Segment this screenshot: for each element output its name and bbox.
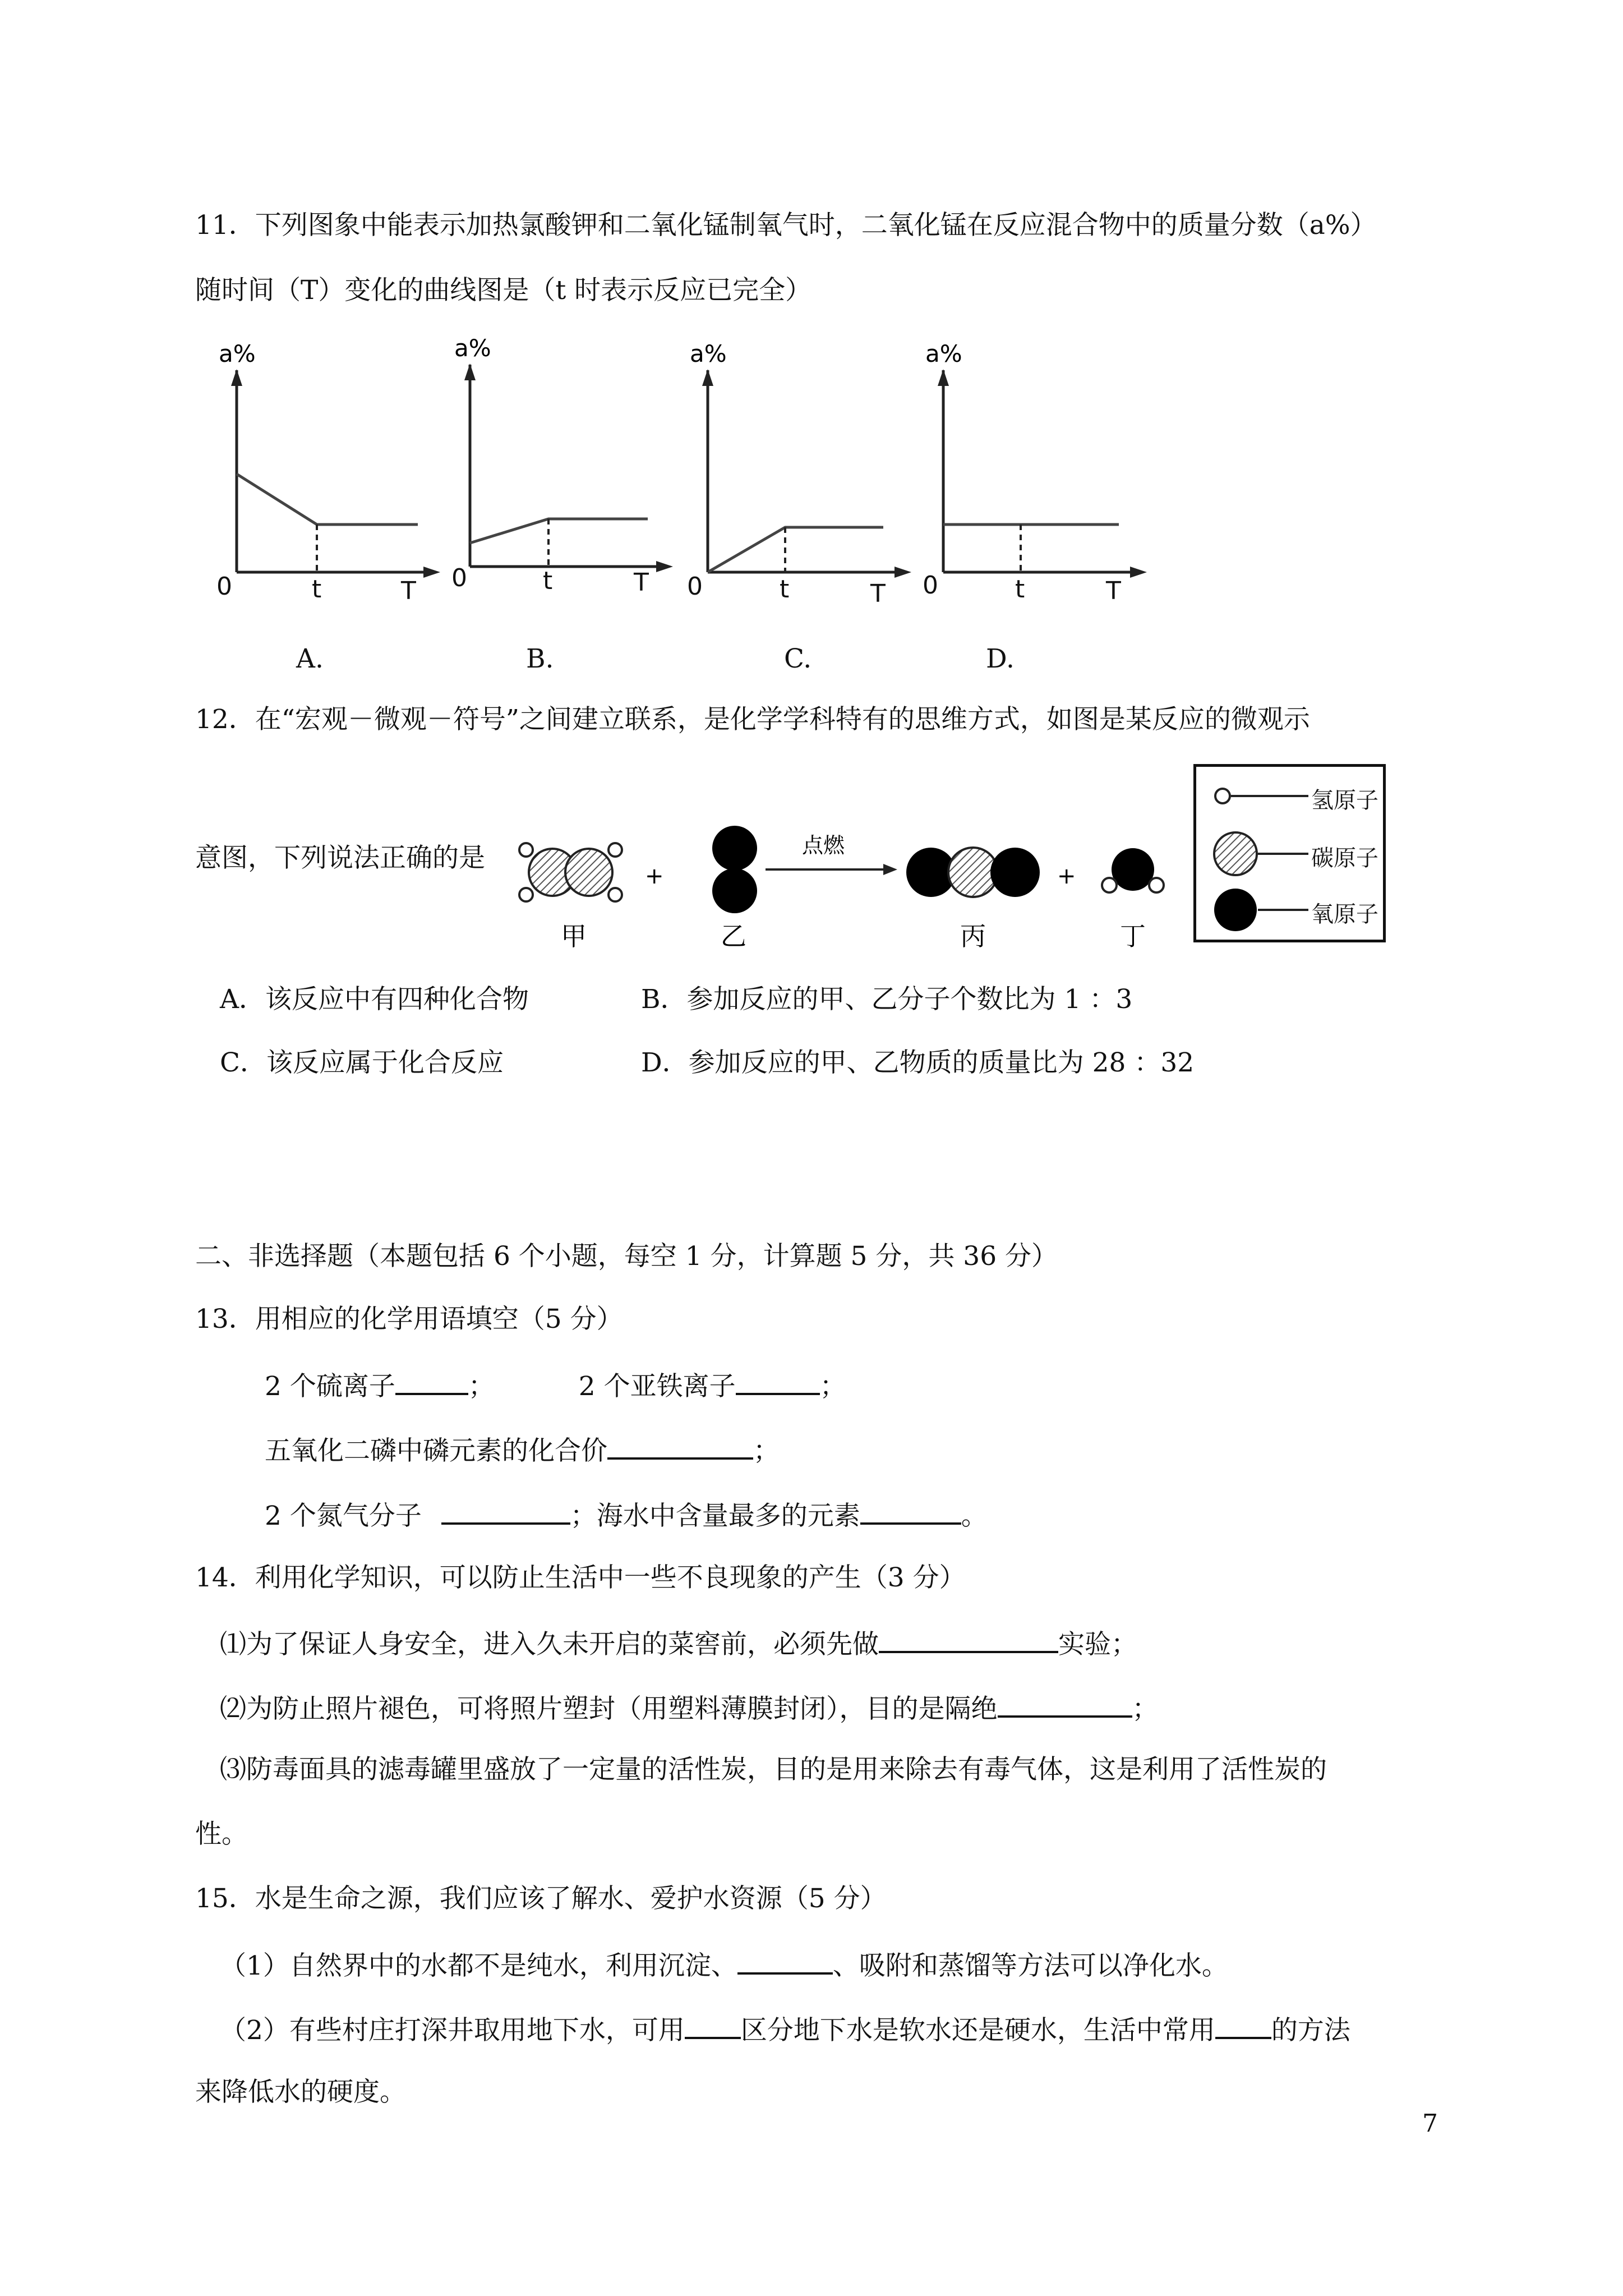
graph-a-y-label: a% [219, 340, 256, 367]
q15-part2-text: （2）有些村庄打深井取用地下水，可用 [220, 2015, 685, 2046]
option-a-label: A. [296, 643, 324, 674]
q13-blank-b[interactable] [736, 1367, 820, 1395]
plus-sign-2: + [1057, 863, 1076, 889]
label-yi: 乙 [721, 921, 746, 951]
graph-b-x-label: T [634, 568, 649, 597]
molecule-jia [519, 843, 622, 901]
graph-d-t: t [1015, 575, 1025, 604]
q13-item-c: 五氧化二磷中磷元素的化合价 [265, 1435, 607, 1466]
q13-row1 [265, 1367, 846, 1404]
reaction-diagram [505, 808, 1189, 959]
graph-d-y-label: a% [925, 340, 962, 367]
q14-part1-end: 实验； [1058, 1629, 1137, 1660]
graph-d-x-label: T [1106, 577, 1121, 605]
q13-blank-e[interactable] [860, 1497, 961, 1525]
option-c-label: C. [784, 643, 812, 674]
q14-part3-line1: ⑶防毒面具的滤毒罐里盛放了一定量的活性炭，目的是用来除去有毒气体，这是利用了活性炭的 [220, 1754, 1327, 1785]
graph-c-y-label: a% [690, 340, 727, 367]
q15-part2-line2: 来降低水的硬度。 [195, 2077, 406, 2108]
graph-a-x-label: T [401, 577, 416, 605]
q14-blank-1[interactable] [879, 1625, 1058, 1653]
q12-option-b: B．参加反应的甲、乙分子个数比为 1 ：3 [641, 984, 1133, 1015]
q13-item-b: 2 个亚铁离子 [578, 1371, 736, 1402]
q12-option-d: D．参加反应的甲、乙物质的质量比为 28 ：32 [641, 1047, 1195, 1078]
plus-sign-1: + [645, 863, 664, 889]
label-ding: 丁 [1120, 921, 1146, 951]
graph-c [684, 337, 920, 608]
q13-item-d: 2 个氮气分子 [265, 1501, 422, 1531]
q12-option-c: C．该反应属于化合反应 [220, 1047, 504, 1078]
q14-part1-text: ⑴为了保证人身安全，进入久未开启的菜窖前，必须先做 [220, 1629, 879, 1660]
graph-c-origin: 0 [687, 572, 703, 601]
q14-part1 [220, 1625, 1137, 1662]
q15-blank-1[interactable] [737, 1947, 833, 1975]
q11-line1: 11．下列图象中能表示加热氯酸钾和二氧化锰制氧气时，二氧化锰在反应混合物中的质量分数（a%） [195, 210, 1377, 241]
q13-row3 [265, 1497, 988, 1533]
legend-oxygen: 氧原子 [1311, 901, 1378, 927]
q12-line1: 12．在“宏观－微观－符号”之间建立联系，是化学学科特有的思维方式，如图是某反应的微观示 [195, 704, 1310, 735]
q15-blank-3[interactable] [1215, 2011, 1271, 2039]
q13-blank-a[interactable] [395, 1367, 468, 1395]
molecule-ding [1102, 848, 1164, 892]
q14-title: 14．利用化学知识，可以防止生活中一些不良现象的产生（3 分） [195, 1562, 966, 1593]
q12-line2: 意图，下列说法正确的是 [195, 843, 485, 873]
option-b-label: B. [526, 643, 554, 674]
legend-carbon: 碳原子 [1311, 845, 1378, 871]
arrow-label: 点燃 [802, 833, 845, 858]
q13-sep3: ； [753, 1435, 780, 1466]
q15-part2-end: 的方法 [1271, 2015, 1350, 2046]
q13-sep4: ；海水中含量最多的元素 [570, 1501, 860, 1531]
graph-b-y-label: a% [454, 334, 491, 362]
q15-part1 [220, 1947, 1228, 1983]
q13-end: 。 [961, 1501, 988, 1531]
q14-part2-text: ⑵为防止照片褪色，可将照片塑封（用塑料薄膜封闭），目的是隔绝 [220, 1694, 998, 1724]
option-d-label: D. [986, 643, 1015, 674]
q13-blank-d[interactable] [441, 1497, 570, 1525]
section2-title: 二、非选择题（本题包括 6 个小题，每空 1 分，计算题 5 分，共 36 分） [195, 1241, 1058, 1272]
molecule-yi [712, 826, 757, 913]
label-jia: 甲 [561, 921, 587, 951]
page-number: 7 [1422, 2109, 1438, 2138]
graph-c-t: t [780, 575, 790, 604]
legend-hydrogen: 氢原子 [1311, 788, 1378, 813]
q14-part2 [220, 1690, 1159, 1726]
q13-title: 13．用相应的化学用语填空（5 分） [195, 1304, 623, 1335]
graph-c-x-label: T [870, 579, 886, 608]
label-bing: 丙 [960, 921, 986, 951]
q13-blank-c[interactable] [607, 1432, 753, 1460]
graph-b-t: t [543, 567, 553, 595]
q15-part1-text: （1）自然界中的水都不是纯水，利用沉淀、 [220, 1950, 737, 1981]
q13-row2 [265, 1432, 780, 1468]
q15-part1-end: 、吸附和蒸馏等方法可以净化水。 [832, 1950, 1228, 1981]
q13-item-a: 2 个硫离子 [265, 1371, 395, 1402]
graph-a [213, 337, 449, 608]
q11-line2: 随时间（T）变化的曲线图是（t 时表示反应已完全） [195, 275, 812, 306]
graph-b-origin: 0 [451, 564, 467, 592]
q14-blank-2[interactable] [998, 1690, 1132, 1718]
q15-part2-mid: 区分地下水是软水还是硬水，生活中常用 [740, 2015, 1215, 2046]
q15-part2 [220, 2011, 1350, 2047]
graph-b [449, 331, 684, 602]
q14-part3-line2: 性。 [195, 1819, 248, 1849]
q15-title: 15．水是生命之源，我们应该了解水、爱护水资源（5 分） [195, 1883, 887, 1914]
q13-sep1: ； [468, 1371, 495, 1402]
q15-blank-2[interactable] [685, 2011, 741, 2039]
graph-d [920, 337, 1155, 608]
graph-a-origin: 0 [216, 572, 232, 601]
q13-sep2: ； [819, 1371, 846, 1402]
molecule-bing [906, 848, 1040, 897]
q14-part2-end: ； [1132, 1694, 1159, 1724]
q12-option-a: A．该反应中有四种化合物 [220, 984, 529, 1015]
graph-a-t: t [312, 575, 322, 604]
graph-d-origin: 0 [923, 571, 938, 600]
atom-legend [1193, 764, 1386, 942]
